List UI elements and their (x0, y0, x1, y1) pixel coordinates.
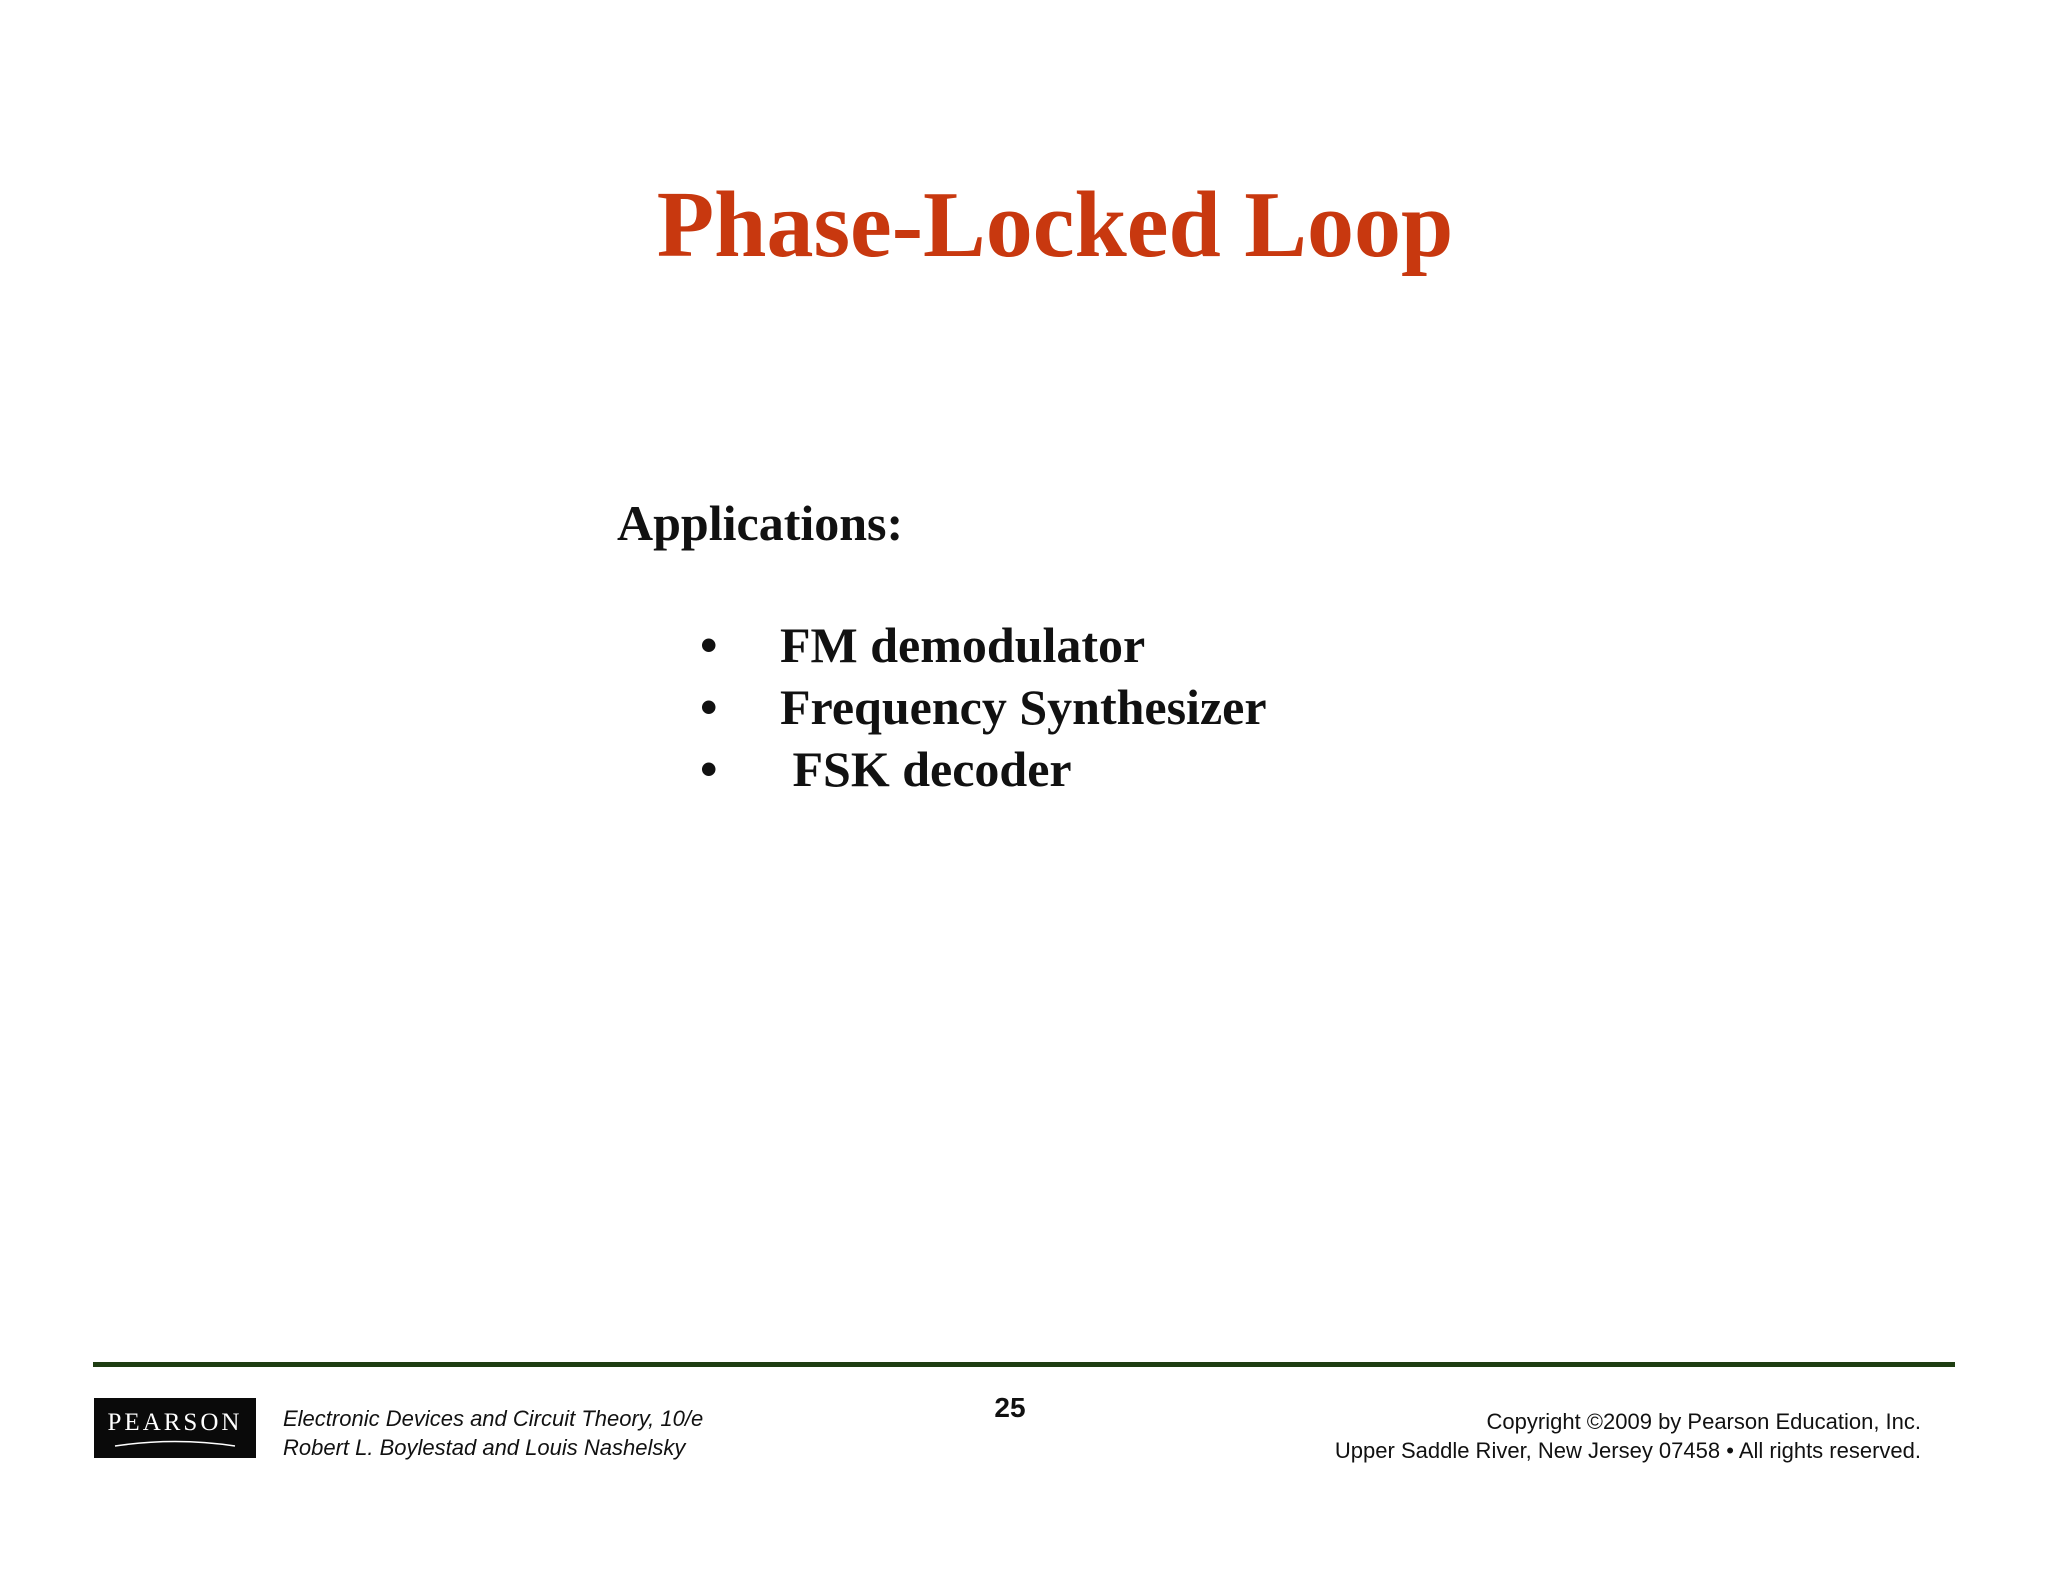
logo-swoosh-icon (113, 1439, 237, 1447)
list-item-text: FM demodulator (780, 617, 1146, 673)
logo-wordmark: PEARSON (107, 1409, 243, 1436)
bullet-icon: • (700, 679, 718, 735)
page-number: 25 (994, 1392, 1026, 1423)
list-item (700, 738, 1072, 800)
slide-title: Phase-Locked Loop (656, 173, 1454, 277)
list-item-text: FSK decoder (780, 741, 1072, 797)
publisher-address: Upper Saddle River, New Jersey 07458 • All rights reserved. (1334, 1438, 1921, 1463)
footer-divider (93, 1362, 1955, 1367)
list-item-text: Frequency Synthesizer (780, 679, 1267, 735)
book-authors: Robert L. Boylestad and Louis Nashelsky (283, 1435, 686, 1460)
book-info (283, 1404, 703, 1462)
bullet-icon: • (700, 617, 718, 673)
bullet-icon: • (700, 741, 718, 797)
copyright-notice (1335, 1407, 1921, 1465)
applications-heading: Applications: (617, 495, 904, 551)
copyright-line: Copyright ©2009 by Pearson Education, Inc. (1486, 1409, 1921, 1434)
applications-list (700, 614, 1267, 800)
book-title: Electronic Devices and Circuit Theory, 10/e (283, 1406, 704, 1431)
list-item (700, 614, 1146, 676)
list-item (700, 676, 1267, 738)
pearson-logo (94, 1398, 256, 1458)
